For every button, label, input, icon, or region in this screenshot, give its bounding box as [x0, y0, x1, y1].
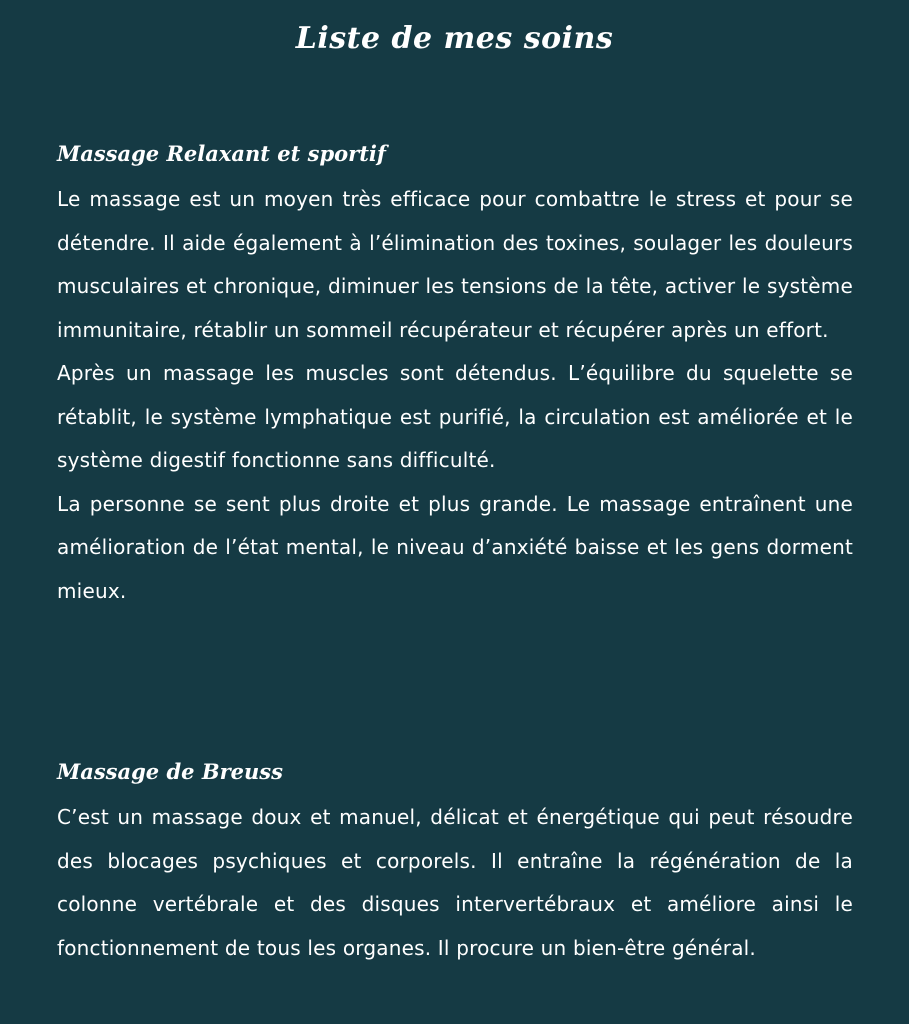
section-massage-breuss: [57, 748, 853, 970]
paragraph: La personne se sent plus droite et plus grande. Le massage entraînent une amélioration de l’état mental, le niveau d’anxiété baisse et les gens dorment mieux.: [57, 491, 853, 603]
page-title: Liste de mes soins: [295, 21, 614, 56]
section-title: Massage de Breuss: [57, 759, 283, 784]
section-title: Massage Relaxant et sportif: [57, 141, 386, 166]
section-massage-relaxant: [57, 130, 853, 613]
paragraph: Après un massage les muscles sont détendus. L’équilibre du squelette se rétablit, le système lymphatique est purifié, la circulation est améliorée et le système digestif fonctionne sans difficulté.: [57, 361, 853, 472]
paragraph: Le massage est un moyen très efficace pour combattre le stress et pour se détendre. Il aide également à l’élimination des toxines, soulager les douleurs musculaires et chronique, diminuer les tensions de la tête, activer le système immunitaire, rétablir un sommeil récupérateur et récupérer après un effort.: [57, 187, 853, 342]
paragraph: C’est un massage doux et manuel, délicat et énergétique qui peut résoudre des blocages psychiques et corporels. Il entraîne la régénération de la colonne vertébrale et des disques intervertébraux et améliore ainsi le fonctionnement de tous les organes. Il procure un bien-être général.: [57, 805, 853, 960]
